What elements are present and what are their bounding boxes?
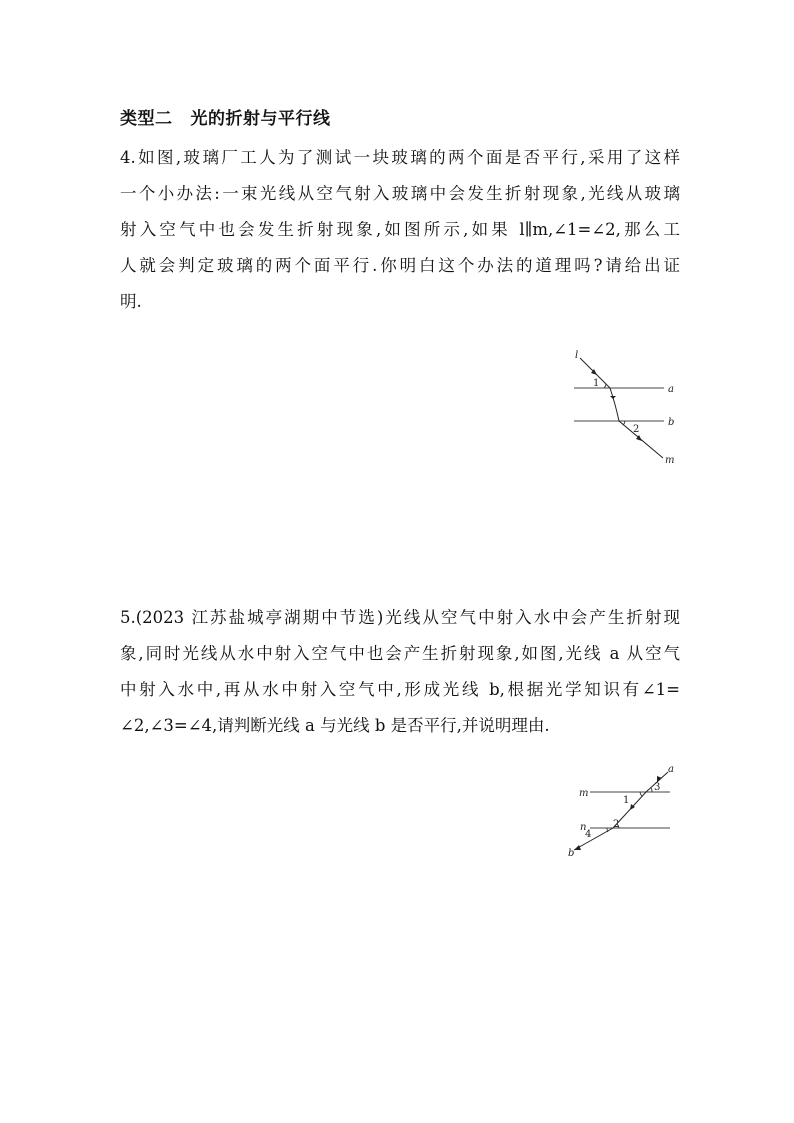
- problem-4-line: 射入空气中也会发生折射现象,如图所示,如果 l∥m,∠1=∠2,那么工: [120, 220, 680, 239]
- angle-1-label: 1: [593, 378, 600, 389]
- label-n: n: [580, 822, 587, 833]
- problem-4-line: 4.如图,玻璃厂工人为了测试一块玻璃的两个面是否平行,采用了这样: [120, 148, 680, 167]
- problem-5-line: 5.(2023 江苏盐城亭湖期中节选)光线从空气中射入水中会产生折射现: [120, 608, 680, 627]
- label-a: a: [668, 384, 674, 395]
- ray-inside: [610, 388, 619, 421]
- problem-5-figure: [560, 762, 690, 862]
- label-a: a: [668, 764, 674, 775]
- problem-4-text: [120, 140, 680, 320]
- problem-5-line: ∠2,∠3=∠4,请判断光线 a 与光线 b 是否平行,并说明理由.: [120, 716, 550, 735]
- label-b: b: [668, 417, 675, 428]
- angle-1-label: 1: [623, 795, 630, 806]
- angle-2-label: 2: [613, 819, 620, 830]
- problem-4-figure: [560, 345, 690, 470]
- angle-1-arc: [604, 384, 606, 388]
- problem-5-text: [120, 600, 680, 744]
- problem-4-line: 明.: [120, 292, 142, 311]
- section-title-text: 光的折射与平行线: [190, 109, 331, 129]
- angle-3-label: 3: [654, 782, 661, 793]
- section-heading: [120, 104, 331, 129]
- arrow-head-icon: [610, 396, 616, 399]
- problem-5-line: 象,同时光线从水中射入空气中也会产生折射现象,如图,光线 a 从空气: [120, 644, 680, 663]
- angle-4-label: 4: [585, 829, 592, 840]
- problem-5-line: 中射入水中,再从水中射入空气中,形成光线 b,根据光学知识有∠1=: [120, 680, 680, 699]
- label-m: m: [665, 455, 675, 466]
- problem-4-line: 一个小办法:一束光线从空气射入玻璃中会发生折射现象,光线从玻璃: [120, 184, 680, 203]
- arrow-head-icon: [574, 845, 581, 850]
- section-label: 类型二: [120, 109, 173, 129]
- label-b: b: [568, 848, 575, 859]
- label-l: l: [575, 350, 579, 361]
- angle-1-arc: [640, 792, 642, 796]
- angle-2-arc: [623, 421, 625, 425]
- problem-4-line: 人就会判定玻璃的两个面平行.你明白这个办法的道理吗?请给出证: [120, 256, 680, 275]
- angle-2-label: 2: [633, 424, 640, 435]
- label-m: m: [579, 788, 589, 799]
- angle-3-arc: [651, 788, 652, 792]
